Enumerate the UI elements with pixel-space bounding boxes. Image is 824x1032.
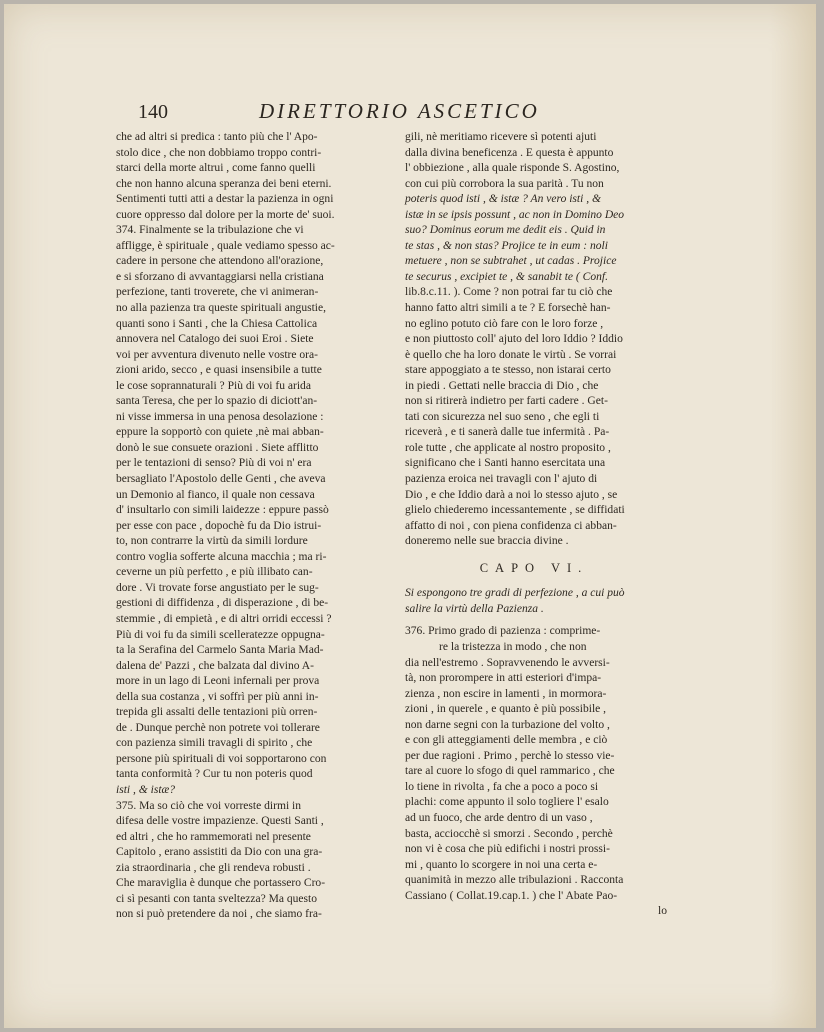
text-line: dia nell'estremo . Sopravvenendo le avversi- xyxy=(405,656,610,669)
text-line: non si può pretendere da noi , che siamo fra- xyxy=(116,908,322,921)
page-number: 140 xyxy=(138,101,168,123)
spacer xyxy=(405,550,677,557)
text-line: significano che i Santi hanno esercitata una xyxy=(405,457,606,470)
text-line: contro voglia sofferte alcuna macchia ; ma ri- xyxy=(116,550,327,563)
text-line: affatto di noi , con piena confidenza ci abban- xyxy=(405,519,617,532)
text-line: Sentimenti tutti atti a destar la pazienza in ogni xyxy=(116,193,334,206)
left-column xyxy=(116,130,388,923)
latin-quote-line: isti , & istæ? xyxy=(116,783,176,796)
page-edge-shadow xyxy=(770,4,816,1028)
book-page xyxy=(4,4,816,1028)
text-line: della sua costanza , vi soffrì per più anni in- xyxy=(116,690,319,703)
text-line: Che maraviglia è dunque che portassero Cro- xyxy=(116,877,326,890)
text-line: dalla divina beneficenza . E questa è appunto xyxy=(405,146,614,159)
text-line: e non piuttosto coll' ajuto del loro Iddio ? Iddio xyxy=(405,333,623,346)
right-column xyxy=(405,130,677,920)
text-line: role tutte , che applicate al nostro proposito , xyxy=(405,441,611,454)
text-line: non darne segni con la turbazione del volto , xyxy=(405,718,610,731)
text-line: gestioni di diffidenza , di disperazione , di be- xyxy=(116,597,329,610)
text-line: gili, nè meritiamo ricevere sì potenti ajuti xyxy=(405,131,597,143)
running-title: DIRETTORIO ASCETICO xyxy=(259,99,540,123)
text-line: le cose soprannaturali ? Più di voi fu arida xyxy=(116,379,311,392)
text-line: glielo chiederemo incessantemente , se diffidati xyxy=(405,504,625,517)
text-line: tanta conformità ? Cur tu non poteris quod xyxy=(116,768,313,781)
text-line: tà, non prorompere in atti esteriori d'impa- xyxy=(405,672,602,685)
text-line: pazienza eroica nei travagli con l' ajuto di xyxy=(405,473,598,486)
text-line: ad un fuoco, che arde dentro di un vaso , xyxy=(405,811,593,824)
text-line: more in un lago di Leoni infernali per prova xyxy=(116,675,320,688)
text-line: Capitolo , erano assistiti da Dio con una gra- xyxy=(116,846,323,859)
catchword: lo xyxy=(658,905,667,918)
text-line: difesa delle vostre impazienze. Questi Santi , xyxy=(116,815,324,828)
text-line: donò le sue consuete orazioni . Siete afflitto xyxy=(116,441,319,454)
latin-quote-line: poteris quod isti , & istæ ? An vero isti , & xyxy=(405,193,601,206)
paragraph-start-375: 375. Ma so ciò che voi vorreste dirmi in xyxy=(116,799,302,812)
text-line: zia straordinaria , che gli rendeva robusti . xyxy=(116,861,311,874)
text-line: bersagliato l'Apostolo delle Genti , che aveva xyxy=(116,473,326,486)
text-line: per esse con pace , dopochè fu da Dio istrui- xyxy=(116,519,322,532)
text-line: to, non contrarre la virtù da simili lordure xyxy=(116,535,308,548)
text-line: d' insultarlo con simili laidezze : eppure passò xyxy=(116,504,329,517)
text-line: l' obbiezione , alla quale risponde S. Agostino, xyxy=(405,162,620,175)
spacer xyxy=(405,617,677,624)
text-line: trepida gli assalti delle tentazioni più orren- xyxy=(116,706,318,719)
text-line: per le tentazioni di senso? Più di voi n' era xyxy=(116,457,312,470)
text-line: affligge, è spirituale , quale vediamo spesso ac- xyxy=(116,239,335,252)
text-line: persone più spirituali di voi sopportarono con xyxy=(116,752,327,765)
text-line: Cassiano ( Collat.19.cap.1. ) che l' Abate Pao- xyxy=(405,889,618,902)
text-line: e si sforzano di avvantaggiarsi nella cristiana xyxy=(116,270,324,283)
text-line: doneremo nelle sue braccia divine . xyxy=(405,535,569,548)
latin-quote-line: istæ in se ipsis possunt , ac non in Domino Deo xyxy=(405,208,625,221)
text-line: ed altri , che ho rammemorati nel presente xyxy=(116,830,311,843)
text-line: ta la Serafina del Carmelo Santa Maria Mad- xyxy=(116,644,324,657)
text-line: tare al cuore lo sfogo di quel rammarico , che xyxy=(405,765,615,778)
text-line: con cui più corrobora la sua parità . Tu non xyxy=(405,177,604,190)
text-line: ceverne un più perfetto , e più illibato can- xyxy=(116,566,313,579)
text-line: perfezione, tanti troverete, che vi animeran- xyxy=(116,286,319,299)
text-line: ni visse immersa in una penosa desolazione : xyxy=(116,410,324,423)
text-line: stemmie , di empietà , e di altri orridi eccessi ? xyxy=(116,612,332,625)
text-line: starci della morte altrui , come fanno quelli xyxy=(116,162,316,175)
text-line: no alla pazienza tra queste spirituali angustie, xyxy=(116,302,327,315)
text-line: non vi è cosa che più edifichi i nostri prossi- xyxy=(405,843,610,856)
text-line: zioni arido, secco , e quasi insensibile a tutte xyxy=(116,364,322,377)
chapter-subtitle: salire la virtù della Pazienza . xyxy=(405,602,544,615)
text-line: no eglino potuto ciò fare con le loro forze , xyxy=(405,317,604,330)
text-line: eppure la sopportò con quiete ,nè mai abban- xyxy=(116,426,324,439)
text-line: Dio , e che Iddio darà a noi lo stesso ajuto , se xyxy=(405,488,618,501)
chapter-subtitle: Si espongono tre gradi di perfezione , a cui può xyxy=(405,587,625,600)
text-line: plachi: come appunto il solo togliere l' esalo xyxy=(405,796,609,809)
text-line: zioni , in querele , e quanto è più possibile , xyxy=(405,703,607,716)
text-line: dalena de' Pazzi , che balzata dal divino A- xyxy=(116,659,314,672)
latin-quote-line: te securus , excipiet te , & sanabit te ( Conf. xyxy=(405,270,608,283)
text-line: quanti sono i Santi , che la Chiesa Cattolica xyxy=(116,317,318,330)
text-line: in piedi . Gettati nelle braccia di Dio , che xyxy=(405,379,599,392)
text-line: santa Teresa, che per lo spazio di diciott'an- xyxy=(116,395,318,408)
text-line: lo tiene in rivolta , fa che a poco a poco si xyxy=(405,780,599,793)
text-line: de . Dunque perchè non potrete voi tollerare xyxy=(116,721,320,734)
text-line: annovera nel Catalogo dei suoi Eroi . Siete xyxy=(116,333,314,346)
latin-quote-line: suo? Dominus eorum me dedit eis . Quid in xyxy=(405,224,606,237)
text-line: mi , quanto lo scorgere in noi una certa e- xyxy=(405,858,598,871)
chapter-heading: CAPO VI. xyxy=(479,560,589,575)
text-line: basta, acciocchè si smorzi . Secondo , perchè xyxy=(405,827,613,840)
text-line: con pazienza simili travagli di spirito , che xyxy=(116,737,313,750)
text-line: ci sì pesanti con tanta sveltezza? Ma questo xyxy=(116,892,318,905)
text-line: Più di voi fu da simili scelleratezze oppugna- xyxy=(116,628,325,641)
citation-line: lib.8.c.11. ). Come ? non potrai far tu ciò che xyxy=(405,286,613,299)
text-line: che non hanno alcuna speranza dei beni eterni. xyxy=(116,177,332,190)
text-line: stare appoggiato a te stesso, non istarai certo xyxy=(405,364,611,377)
text-line: quanimità in mezzo alle tribulazioni . Racconta xyxy=(405,874,624,887)
latin-quote-line: metuere , non se subtrahet , ut cadas . Projice xyxy=(405,255,617,268)
text-line: re la tristezza in modo , che non xyxy=(439,640,587,653)
text-line: cadere in persone che attendono all'orazione, xyxy=(116,255,324,268)
text-line: un Demonio al fianco, il quale non cessava xyxy=(116,488,315,501)
text-line: e con gli atteggiamenti delle membra , e ciò xyxy=(405,734,608,747)
latin-quote-line: te stas , & non stas? Projice te in eum : noli xyxy=(405,239,608,252)
text-line: stolo dice , che non dobbiamo troppo contri- xyxy=(116,146,322,159)
text-line: hanno fatto altri simili a te ? E forsechè han- xyxy=(405,302,611,315)
paragraph-start-374: 374. Finalmente se la tribulazione che vi xyxy=(116,224,304,237)
text-line: non si ritirerà indietro per farti cadere . Get- xyxy=(405,395,608,408)
text-line: riceverà , e ti sanerà dalle tue infermità . Pa- xyxy=(405,426,610,439)
text-line: per due ragioni . Primo , perchè lo stesso vie- xyxy=(405,749,615,762)
text-line: voi per avventura divenuto nelle vostre ora- xyxy=(116,348,318,361)
text-line: tati con sicurezza nel suo seno , che egli ti xyxy=(405,410,600,423)
text-line: cuore oppresso dal dolore per la morte de' suoi. xyxy=(116,208,335,221)
text-line: dore . Vi trovate forse angustiato per le sug- xyxy=(116,581,319,594)
text-line: è quello che ha loro donate le virtù . Se vorrai xyxy=(405,348,617,361)
text-line: zienza , non escire in lamenti , in mormora- xyxy=(405,687,607,700)
text-line: che ad altri si predica : tanto più che l' Apo- xyxy=(116,131,318,143)
paragraph-start-376: 376. Primo grado di pazienza : comprime- xyxy=(405,625,601,638)
